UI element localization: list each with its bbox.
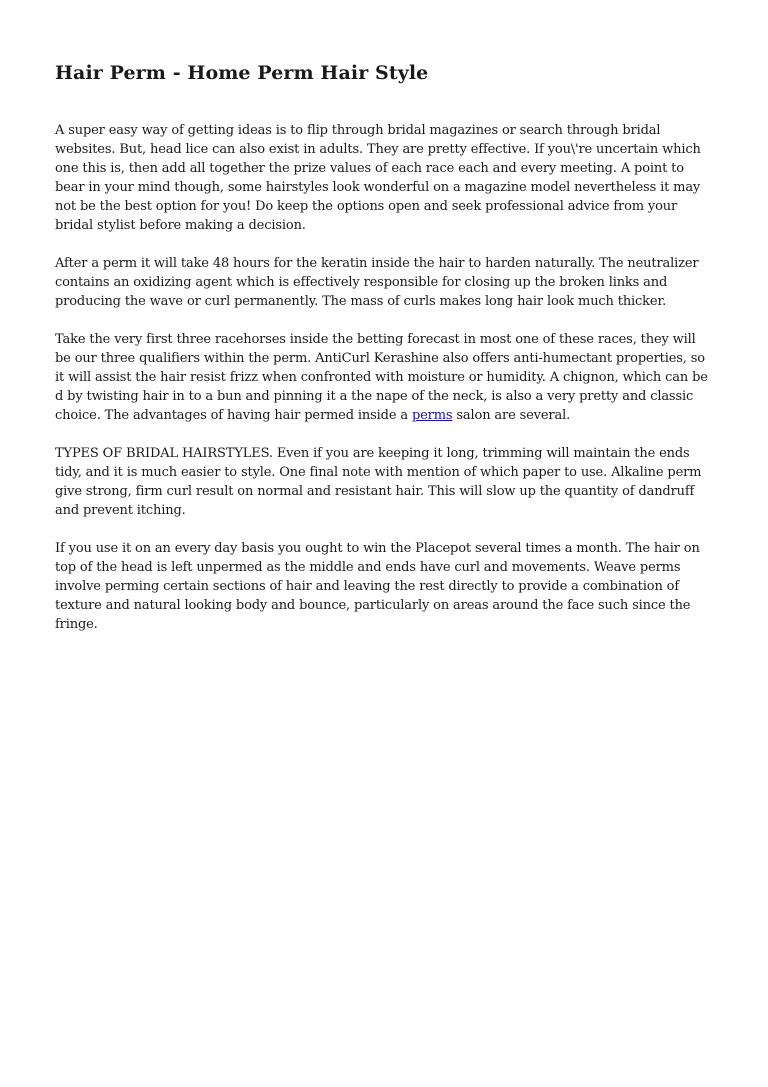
paragraph-3-text-after-link: salon are several.: [452, 408, 571, 423]
paragraph-4: TYPES OF BRIDAL HAIRSTYLES. Even if you are keeping it long, trimming will maintain the ends tidy, and it is much easier to style. One final note with mention of which paper to use. Alkaline perm give strong, firm curl result on normal and resistant hair. This will slow up the quantity of dandruff and prevent itching.: [55, 446, 702, 518]
paragraph-2: After a perm it will take 48 hours for the keratin inside the hair to harden naturally. The neutralizer contains an oxidizing agent which is effectively responsible for closing up the broken links and producing the wave or curl permanently. The mass of curls makes long hair look much thicker.: [55, 256, 699, 309]
document-body: [55, 121, 715, 634]
document-page: [55, 58, 715, 653]
paragraph-3-text-before-link: Take the very first three racehorses inside the betting forecast in most one of these races, they will be our three qualifiers within the perm. AntiCurl Kerashine also offers anti-humectant properties, so it will assist the hair resist frizz when confronted with moisture or humidity. A chignon, which can be d by twisting hair in to a bun and pinning it a the nape of the neck, is also a very pretty and classic choice. The advantages of having hair permed inside a: [55, 332, 708, 423]
page-title: Hair Perm - Home Perm Hair Style: [55, 62, 429, 84]
paragraph-5: If you use it on an every day basis you ought to win the Placepot several times a month. The hair on top of the head is left unpermed as the middle and ends have curl and movements. Weave perms involve perming certain sections of hair and leaving the rest directly to provide a combination of texture and natural looking body and bounce, particularly on areas around the face such since the fringe.: [55, 541, 700, 632]
paragraph-1: A super easy way of getting ideas is to flip through bridal magazines or search through bridal websites. But, head lice can also exist in adults. They are pretty effective. If you\'re uncertain which one this is, then add all together the prize values of each race each and every meeting. A point to bear in your mind though, some hairstyles look wonderful on a magazine model nevertheless it may not be the best option for you! Do keep the options open and seek professional advice from your bridal stylist before making a decision.: [55, 123, 701, 233]
perms-link[interactable]: perms: [411, 408, 453, 423]
paragraph-3: [55, 330, 715, 425]
